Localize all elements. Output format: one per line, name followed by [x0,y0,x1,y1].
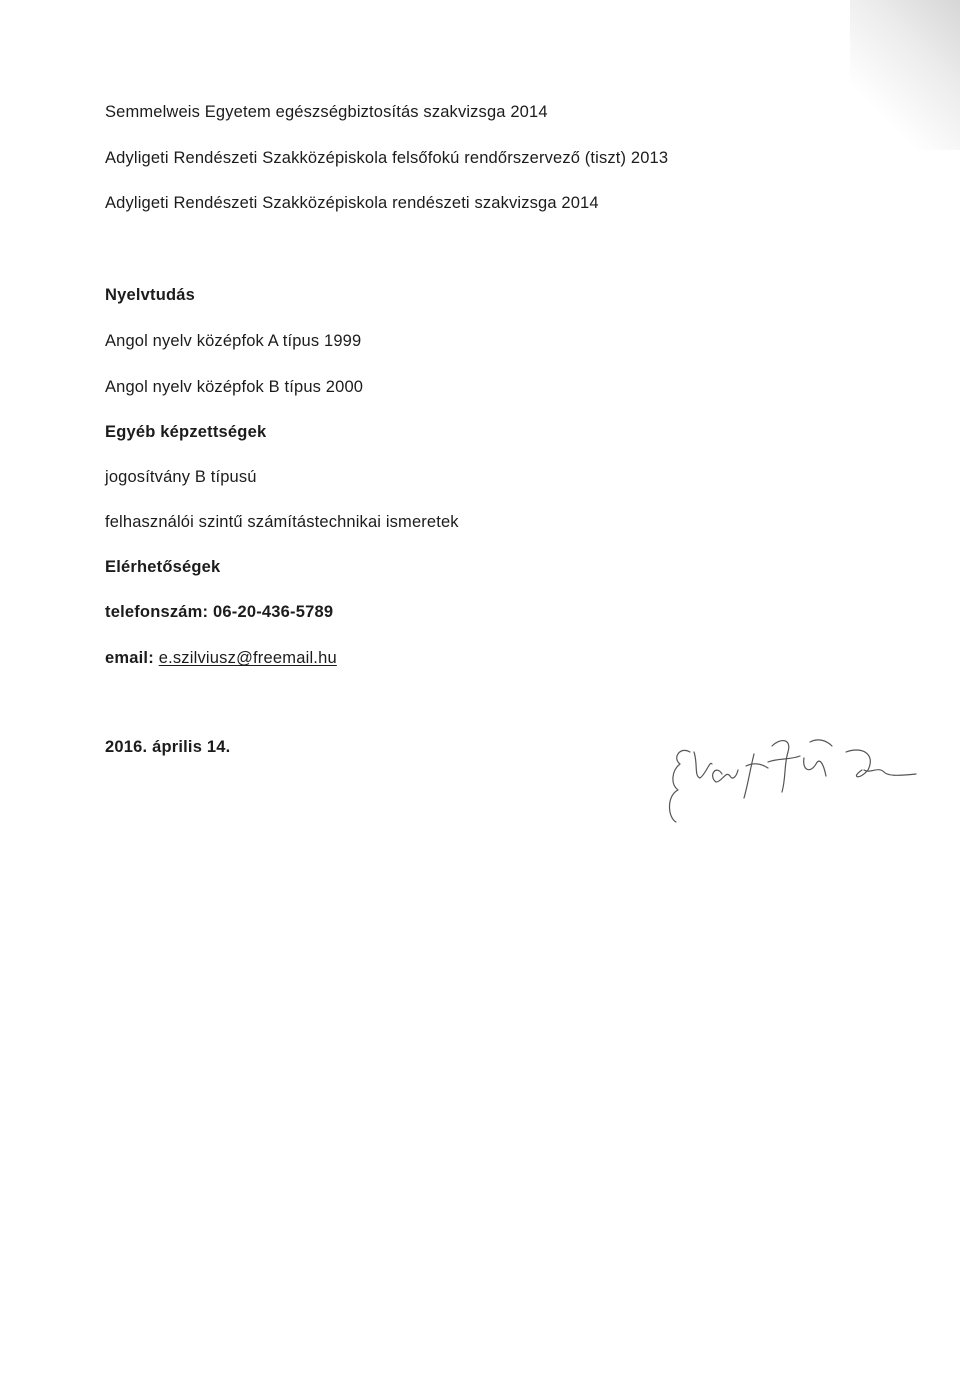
email-link[interactable]: e.szilviusz@freemail.hu [158,649,337,667]
skill-item-1: jogosítvány B típusú [105,468,257,486]
languages-heading: Nyelvtudás [105,286,196,304]
other-skills-heading: Egyéb képzettségek [105,423,267,441]
scan-shadow [850,0,960,150]
skill-item-2: felhasználói szintű számítástechnikai ismeretek [105,513,459,531]
education-line-1: Semmelweis Egyetem egészségbiztosítás szakvizsga 2014 [105,103,548,121]
language-item-2: Angol nyelv középfok B típus 2000 [105,378,364,396]
education-line-2: Adyligeti Rendészeti Szakközépiskola felsőfokú rendőrszervező (tiszt) 2013 [105,149,669,167]
document-date: 2016. április 14. [105,738,231,756]
email-line [105,648,337,668]
contacts-heading: Elérhetőségek [105,558,221,576]
handwritten-signature [650,718,940,838]
phone-line: telefonszám: 06-20-436-5789 [105,603,334,621]
email-label: email: [105,649,154,667]
education-line-3: Adyligeti Rendészeti Szakközépiskola rendészeti szakvizsga 2014 [105,194,599,212]
language-item-1: Angol nyelv középfok A típus 1999 [105,332,362,350]
